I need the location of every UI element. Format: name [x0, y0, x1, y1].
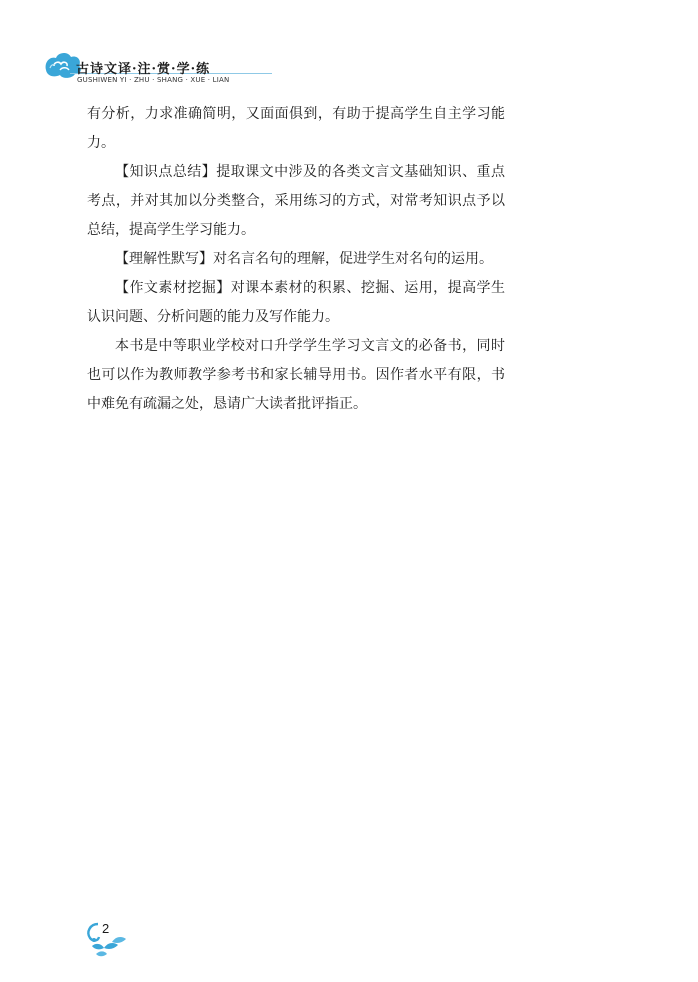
paragraph-memorization: 【理解性默写】对名言名句的理解，促进学生对名句的运用。	[115, 251, 493, 267]
header-title: 古诗文译·注·赏·学·练	[76, 62, 211, 77]
header-subtitle: GUSHIWEN YI · ZHU · SHANG · XUE · LIAN	[77, 76, 230, 84]
paragraph-continuation: 有分析，力求准确简明，又面面俱到，有助于提高学生自主学习能力。	[87, 106, 505, 151]
paragraph-knowledge-summary: 【知识点总结】提取课文中涉及的各类文言文基础知识、重点考点，并对其加以分类整合，采用练习的方式，对常考知识点予以总结，提高学生学习能力。	[87, 164, 505, 238]
paragraph-book-purpose: 本书是中等职业学校对口升学学生学习文言文的必备书，同时也可以作为教师教学参考书和家长辅导用书。因作者水平有限，书中难免有疏漏之处，恳请广大读者批评指正。	[87, 338, 505, 412]
page-body	[87, 100, 505, 419]
running-header	[42, 48, 272, 88]
page-footer	[82, 920, 132, 960]
paragraph-essay-material: 【作文素材挖掘】对课本素材的积累、挖掘、运用，提高学生认识问题、分析问题的能力及写作能力。	[87, 280, 505, 325]
page-number: 2	[102, 921, 110, 936]
